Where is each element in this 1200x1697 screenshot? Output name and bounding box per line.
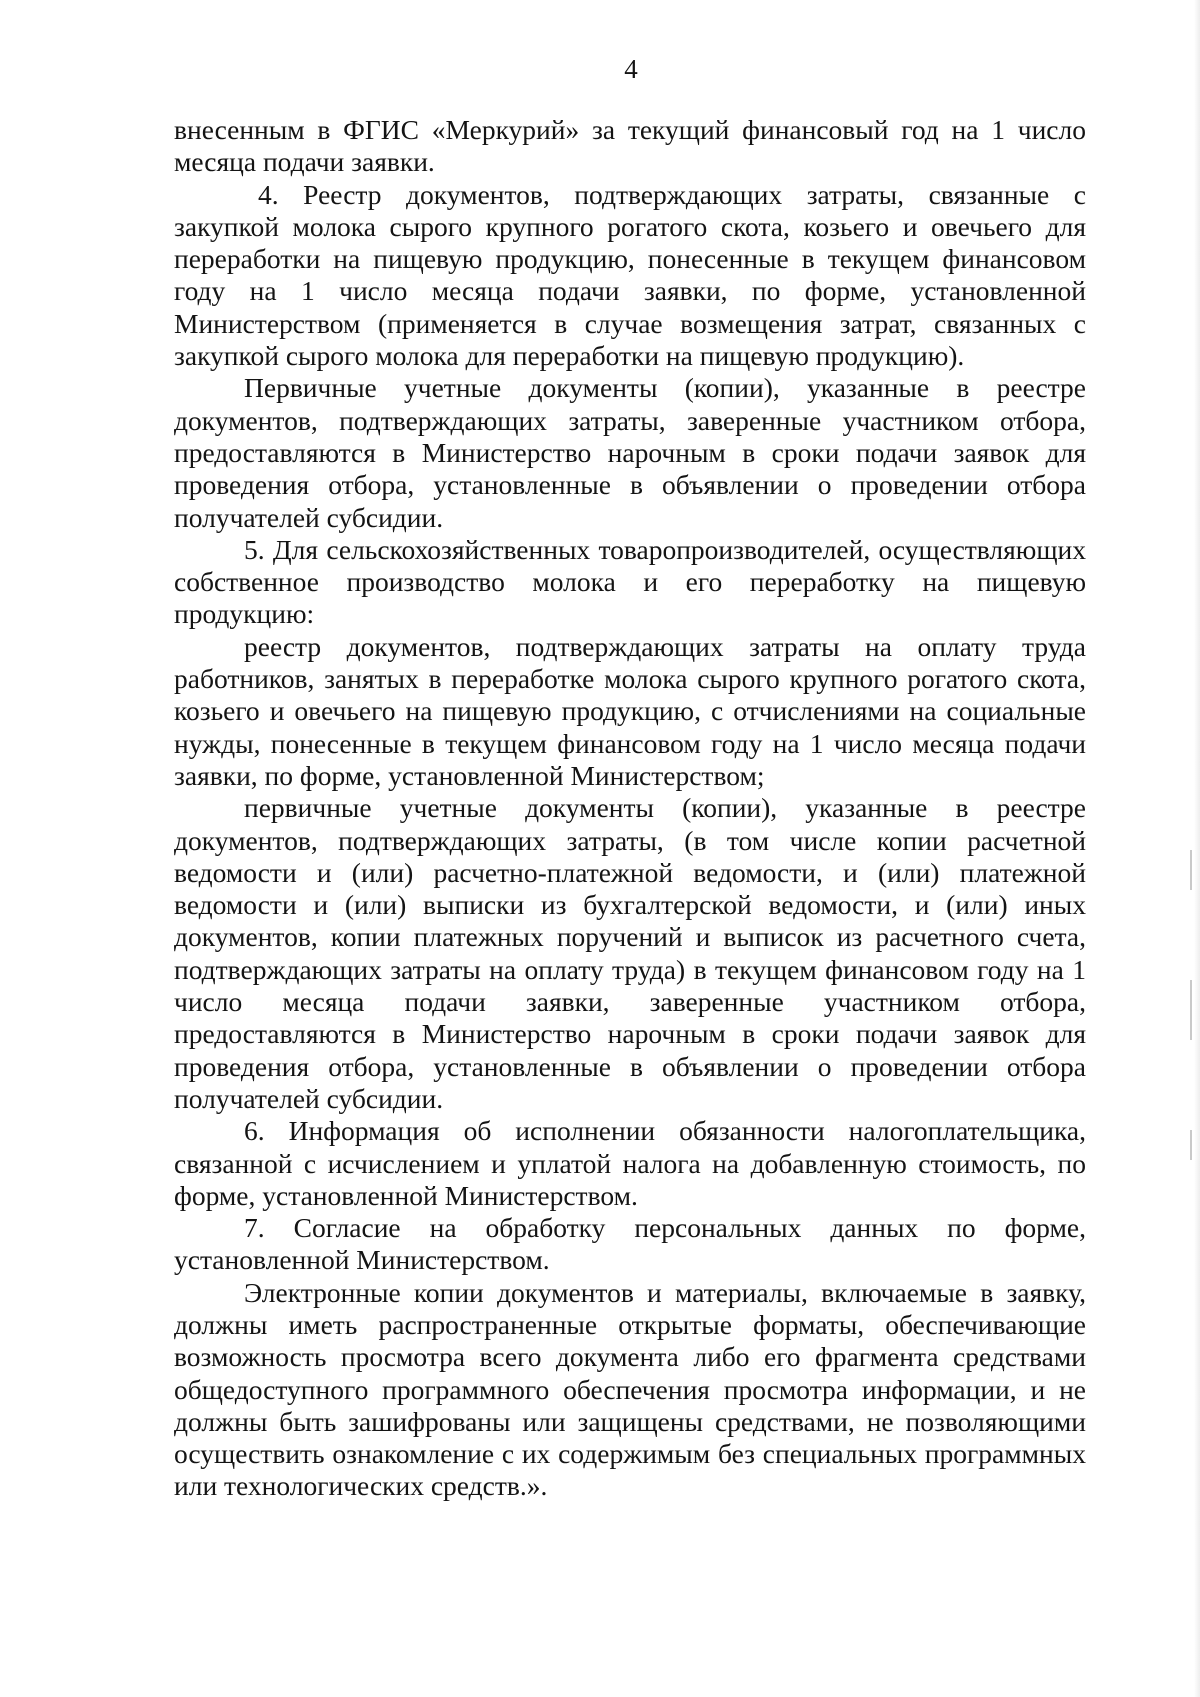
paragraph-continuation: внесенным в ФГИС «Меркурий» за текущий финансовый год на 1 число месяца подачи заявки. (174, 114, 1086, 178)
scan-artifact (1190, 850, 1192, 890)
scan-artifact (1190, 1130, 1192, 1160)
scan-edge-shadow (1194, 0, 1200, 1697)
paragraph-item-7: 7. Согласие на обработку персональных данных по форме, установленной Министерством. (174, 1212, 1086, 1276)
paragraph-electronic-copies: Электронные копии документов и материалы, включаемые в заявку, должны иметь распространенные открытые форматы, обеспечивающие возможность просмотра всего документа либо его фрагмента средствами общедоступного программного обеспечения просмотра информации, и не должны быть зашифрованы или защищены средствами, не позволяющими осуществить ознакомление с их содержимым без специальных программных или технологических средств.». (174, 1276, 1086, 1502)
paragraph-labor-registry: реестр документов, подтверждающих затраты на оплату труда работников, занятых в переработке молока сырого крупного рогатого скота, козьего и овечьего на пищевую продукцию, с отчислениями на социальные нужды, понесенные в текущем финансовом году на 1 число месяца подачи заявки, по форме, установленной Министерством; (174, 630, 1086, 791)
paragraph-item-5: 5. Для сельскохозяйственных товаропроизводителей, осуществляющих собственное производство молока и его переработку на пищевую продукцию: (174, 533, 1086, 630)
scan-artifact (1190, 980, 1192, 1040)
paragraph-labor-primary-documents: первичные учетные документы (копии), указанные в реестре документов, подтверждающих затраты, (в том числе копии расчетной ведомости и (или) расчетно-платежной ведомости, и (или) платежной ведомости и (или) выписки из бухгалтерской ведомости, и (или) иных документов, копии платежных поручений и выписок из расчетного счета, подтверждающих затраты на оплату труда) в текущем финансовом году на 1 число месяца подачи заявки, заверенные участником отбора, предоставляются в Министерство нарочным в сроки подачи заявок для проведения отбора, установленные в объявлении о проведении отбора получателей субсидии. (174, 792, 1086, 1114)
paragraph-item-6: 6. Информация об исполнении обязанности налогоплательщика, связанной с исчислением и уплатой налога на добавленную стоимость, по форме, установленной Министерством. (174, 1115, 1086, 1211)
paragraph-primary-documents: Первичные учетные документы (копии), указанные в реестре документов, подтверждающих затраты, заверенные участником отбора, предоставляются в Министерство нарочным в сроки подачи заявок для проведения отбора, установленные в объявлении о проведении отбора получателей субсидии. (174, 372, 1086, 533)
paragraph-item-4: 4. Реестр документов, подтверждающих затраты, связанные с закупкой молока сырого крупного рогатого скота, козьего и овечьего для переработки на пищевую продукцию, понесенные в текущем финансовом году на 1 число месяца подачи заявки, по форме, установленной Министерством (применяется в случае возмещения затрат, связанных с закупкой сырого молока для переработки на пищевую продукцию). (174, 178, 1086, 372)
document-body (174, 114, 1086, 1503)
page-number: 4 (624, 54, 638, 84)
